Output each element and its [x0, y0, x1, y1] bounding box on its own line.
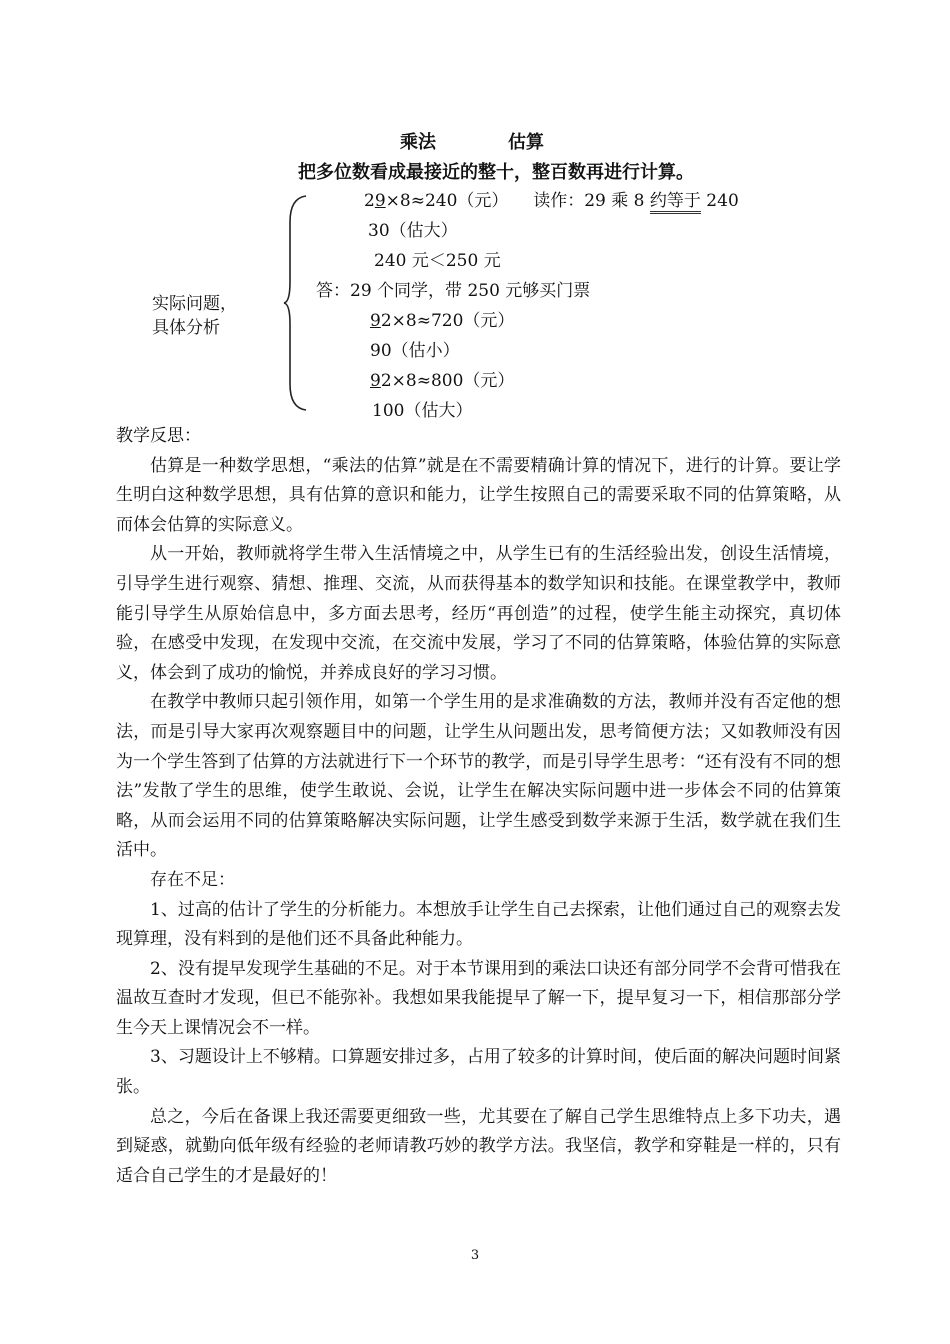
example-line-3: 240 元＜250 元: [374, 251, 501, 271]
paragraph-1: 估算是一种数学思想，“乘法的估算”就是在不需要精确计算的情况下，进行的计算。要让学生明白这种数学思想，具有估算的意识和能力，让学生按照自己的需要采取不同的估算策略，从而体会估算的实际意义。: [116, 455, 841, 535]
reading-prefix: 读作：29 乘 8: [533, 191, 650, 211]
shortcoming-1: 1、过高的估计了学生的分析能力。本想放手让学生自己去探索，让他们通过自己的观察去发现算理，没有料到的是他们还不具备此种能力。: [116, 899, 841, 950]
example-line-6: 90（估小）: [370, 341, 460, 361]
title-multiplication: 乘法: [400, 132, 436, 153]
example-line-8: 100（估大）: [372, 401, 473, 421]
shortcoming-3: 3、习题设计上不够精。口算题安排过多，占用了较多的计算时间，使后面的解决问题时间紧张。: [116, 1047, 841, 1098]
equation-rest: ×8≈240（元）: [385, 191, 509, 211]
shortcoming-2: 2、没有提早发现学生基础的不足。对于本节课用到的乘法口诀还有部分同学不会背可惜我在温故互查时才发现，但已不能弥补。我想如果我能提早了解一下，提早复习一下，相信那部分学生今天上课情况会不一样。: [116, 958, 841, 1038]
digit-tens: 2: [364, 191, 375, 211]
digit-ones: 2: [380, 371, 392, 391]
curly-brace-icon: [282, 192, 308, 414]
side-label: [152, 292, 237, 340]
reading-approx: 约等于: [650, 191, 701, 214]
example-line-4: 答：29 个同学，带 250 元够买门票: [316, 281, 591, 301]
example-line-2: 30（估大）: [368, 221, 458, 241]
reflection-heading: 教学反思：: [116, 426, 201, 446]
title-estimation: 估算: [508, 132, 544, 153]
shortcomings-heading: 存在不足：: [150, 869, 235, 890]
digit-ones: 2: [380, 311, 392, 331]
side-label-line2: 具体分析: [152, 318, 220, 338]
example-line-5: [370, 306, 514, 331]
equation-rest: ×8≈720（元）: [391, 311, 515, 331]
example-line-7: [370, 366, 514, 391]
reflection-body: [116, 422, 841, 1191]
subtitle: 把多位数看成最接近的整十，整百数再进行计算。: [298, 162, 694, 183]
digit-ones-underlined: 9: [374, 191, 386, 211]
paragraph-2: 从一开始，教师就将学生带入生活情境之中，从学生已有的生活经验出发，创设生活情境，引导学生进行观察、猜想、推理、交流，从而获得基本的数学知识和技能。在课堂教学中，教师能引导学生从原始信息中，多方面去思考，经历“再创造”的过程，使学生能主动探究，真切体验，在感受中发现，在发现中交流，在交流中发展，学习了不同的估算策略，体验估算的实际意义，体会到了成功的愉悦，并养成良好的学习习惯。: [116, 544, 841, 683]
page-number: 3: [470, 1248, 480, 1263]
conclusion: 总之，今后在备课上我还需要更细致一些，尤其要在了解自己学生思维特点上多下功夫，遇到疑惑，就勤向低年级有经验的老师请教巧妙的教学方法。我坚信，教学和穿鞋是一样的，只有适合自己学生的才是最好的！: [116, 1106, 841, 1186]
reading-number: 240: [700, 191, 739, 211]
digit-tens-underlined: 9: [370, 311, 381, 331]
equation-rest: ×8≈800（元）: [391, 371, 515, 391]
example-line-1: [364, 186, 739, 211]
side-label-line1: 实际问题，: [152, 294, 237, 314]
paragraph-3: 在教学中教师只起引领作用，如第一个学生用的是求准确数的方法，教师并没有否定他的想法，而是引导大家再次观察题目中的问题，让学生从问题出发，思考简便方法；又如教师没有因为一个学生答到了估算的方法就进行下一个环节的教学，而是引导学生思考：“还有没有不同的想法”发散了学生的思维，使学生敢说、会说，让学生在解决实际问题中进一步体会不同的估算策略，从而会运用不同的估算策略解决实际问题，让学生感受到数学来源于生活，数学就在我们生活中。: [116, 692, 841, 861]
digit-tens-underlined: 9: [370, 371, 381, 391]
